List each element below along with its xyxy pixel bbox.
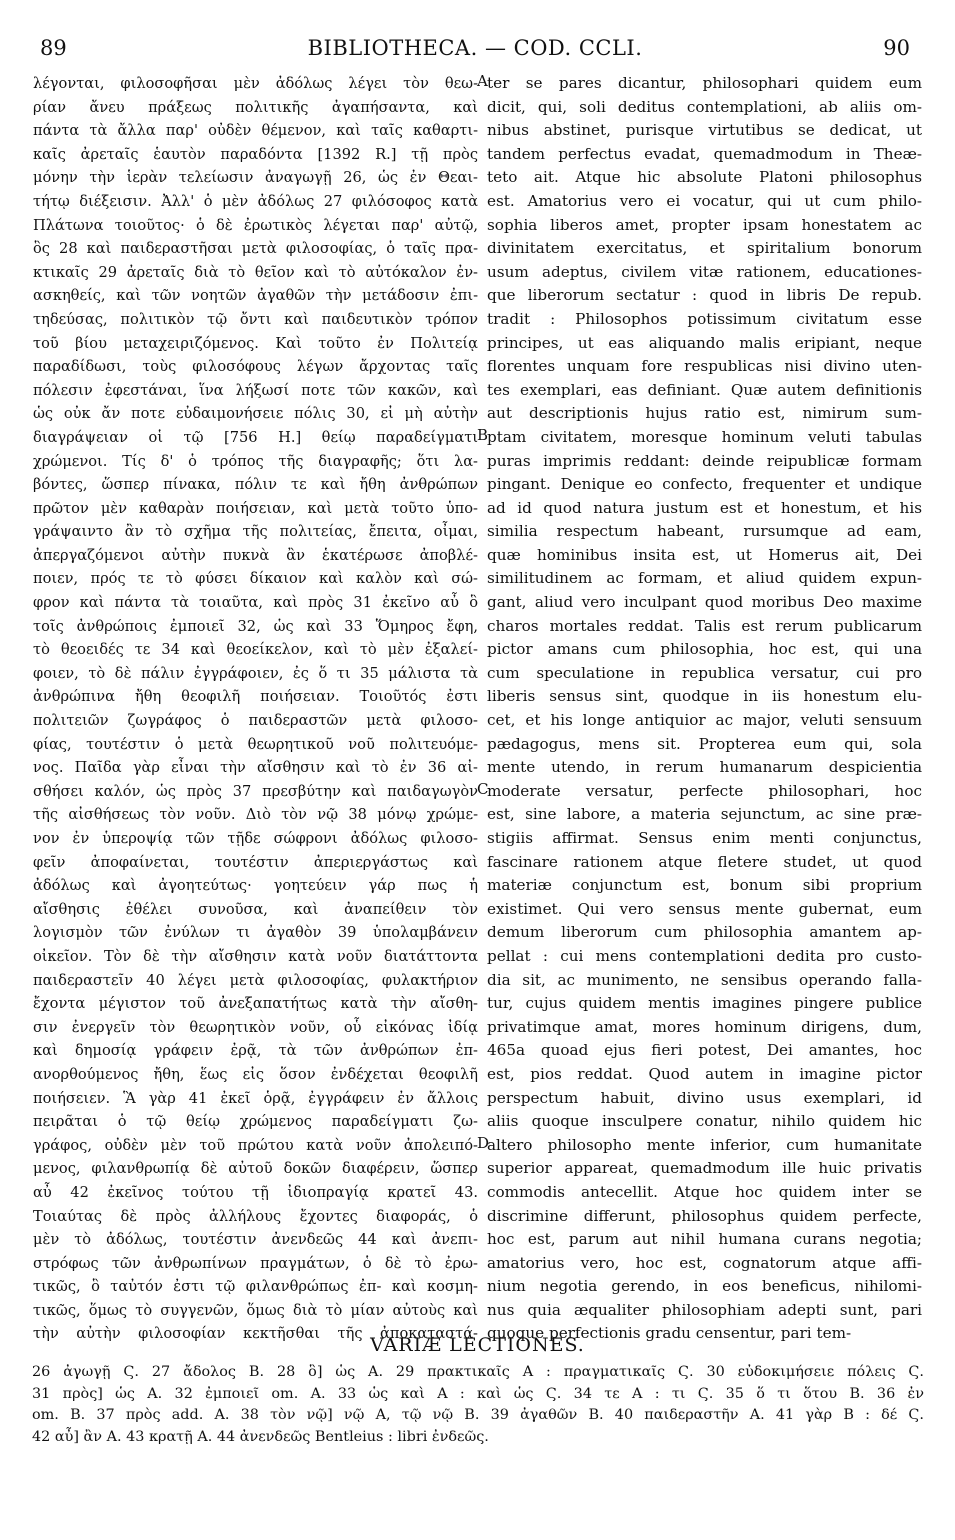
variant-reading-line: 42 αὖ] ἂν A. 43 κρατῇ A. 44 ἀνενδεῶς Bentleius : libri ἐνδεῶς. xyxy=(32,1428,489,1445)
latin-text-line: cum speculatione in republica versatur, cui pro xyxy=(487,663,922,682)
latin-text-line: usum adeptus, civilem vitæ rationem, educationes- xyxy=(487,262,922,281)
greek-text-line: ασκηθείς, καὶ τῶν νοητῶν ἀγαθῶν τὴν μετάδοσιν ἐπι- xyxy=(33,287,478,305)
greek-text-line: φεῖν ἀποφαίνεται, τουτέστιν ἀπεριεργάστως καὶ xyxy=(33,853,478,871)
margin-marker-b: B xyxy=(477,426,489,444)
latin-text-line: pellat : cui mens contemplationi dedita pro custo- xyxy=(487,946,922,965)
latin-text-line: amatorius vero, hoc est, cognatorum atque affi- xyxy=(487,1253,922,1272)
greek-text-line: τήτῳ διέξεισιν. Ἀλλ' ὁ μὲν ἀδόλως 27 φιλόσοφος κατὰ xyxy=(33,192,478,210)
latin-text-line: sophia liberos amet, propter ipsam honestatem ac xyxy=(487,215,922,234)
latin-text-line: florentes unquam fore respublicas nisi divino uten- xyxy=(487,357,922,376)
latin-text-line: altero philosopho mente inferior, cum humanitate xyxy=(487,1135,922,1154)
greek-text-line: τὸ θεοειδές τε 34 καὶ θεοείκελον, καὶ τὸ μὲν ἐξαλεί- xyxy=(33,641,478,659)
greek-text-line: βόντες, ὥσπερ πίνακα, πόλιν τε καὶ ἤθη ἀνθρώπων xyxy=(33,476,478,494)
greek-column xyxy=(33,72,478,1346)
greek-text-line: τῆς αἰσθήσεως τὸν νοῦν. Διὸ τὸν νῷ 38 μόνῳ χρώμε- xyxy=(33,806,478,824)
greek-text-line: πόλεσιν ἐφεστάναι, ἵνα λήξωσί ποτε τῶν κακῶν, καὶ xyxy=(33,381,478,399)
greek-text-line: ανορθούμενος ἤθη, ἕως εἰς ὅσον ἐνδέχεται θεοφιλῆ xyxy=(33,1065,478,1083)
latin-text-line: aut descriptionis hujus ratio est, nimirum sum- xyxy=(487,404,922,423)
variae-lectiones xyxy=(32,1362,924,1448)
greek-text-line: πολιτειῶν ζωγράφος ὁ παιδεραστῶν μετὰ φιλοσο- xyxy=(33,712,478,730)
latin-text-line: gant, aliud vero inculpant quod moribus Deo maxime xyxy=(487,593,922,612)
greek-text-line: αὖ 42 ἐκεῖνος τούτου τῇ ἰδιοπραγίᾳ κρατεῖ 43. xyxy=(33,1183,478,1201)
latin-text-line: moderate versatur, perfecte philosophari, hoc xyxy=(487,781,922,800)
latin-column xyxy=(487,72,922,1346)
greek-text-line: τοῦ βίου μεταχειριζόμενος. Καὶ τοῦτο ἐν Πολιτείᾳ xyxy=(33,334,478,352)
greek-text-line: ἀδόλως καὶ ἀγοητεύτως· γοητεύειν γάρ πως ἡ xyxy=(33,877,478,895)
greek-text-line: σιν ἐνεργεῖν τὸν θεωρητικὸν νοῦν, οὗ εἰκόνας ἰδίᾳ xyxy=(33,1018,478,1036)
latin-text-line: superior appareat, quemadmodum ille huic privatis xyxy=(487,1159,922,1178)
latin-text-line: 465a quoad ejus fieri potest, Dei amantes, hoc xyxy=(487,1041,922,1060)
greek-text-line: κτικαῖς 29 ἀρεταῖς διὰ τὸ θεῖον καὶ τὸ αὐτόκαλον ἐν- xyxy=(33,263,478,281)
greek-text-line: λέγονται, φιλοσοφῆσαι μὲν ἀδόλως λέγει τὸν θεω- xyxy=(33,75,478,92)
page-header xyxy=(40,36,910,66)
latin-text-line: pictor amans cum philosophia, hoc est, qui una xyxy=(487,640,922,659)
latin-text-line: que liberorum sectatur : quod in libris De repub. xyxy=(487,286,922,305)
greek-text-line: σθήσει καλόν, ὡς πρὸς 37 πρεσβύτην καὶ παιδαγωγὸν xyxy=(33,782,478,800)
latin-text-line: est, sine labore, a materia sejunctum, ac sine præ- xyxy=(487,805,922,824)
variant-reading-line: 26 ἀγωγῇ Ϛ. 27 ἄδολος B. 28 ὃ] ὡς A. 29 πρακτικαῖς A : πραγματικαῖς Ϛ. 30 εὐδοκιμήσειε πόλεις Ϛ. xyxy=(32,1364,924,1380)
greek-text-line: νον ἐν ὑπεροψίᾳ τῶν τῇδε σώφρονι ἀδόλως φιλοσο- xyxy=(33,830,478,847)
greek-text-line: οἰκεῖον. Τὸν δὲ τὴν αἴσθησιν κατὰ νοῦν διατάττοντα xyxy=(33,947,478,965)
greek-text-line: παιδεραστεῖν 40 λέγει μετὰ φιλοσοφίας, φυλακτήριον xyxy=(33,971,478,989)
latin-text-line: est. Amatorius vero ei vocatur, qui ut cum philo- xyxy=(487,191,922,210)
greek-text-line: χρώμενοι. Τίς δ' ὁ τρόπος τῆς διαγραφῆς; ὅτι λα- xyxy=(33,452,478,470)
latin-text-line: discrimine differunt, philosophus quidem perfecte, xyxy=(487,1206,922,1225)
running-title: BIBLIOTHECA. — COD. CCLI. xyxy=(307,36,643,60)
greek-text-line: ἀπεργαζόμενοι αὐτὴν πυκνὰ ἂν ἑκατέρωσε ἀποβλέ- xyxy=(33,546,478,564)
latin-text-line: mente utendo, in rerum humanarum despicientia xyxy=(487,758,922,777)
latin-text-line: privatimque amat, mores hominum dirigens, dum, xyxy=(487,1017,922,1036)
latin-text-line: perspectum habuit, divino usus exemplari, id xyxy=(487,1088,922,1107)
variant-reading-line: 31 πρὸς] ὡς A. 32 ἐμποιεῖ om. A. 33 ὡς καὶ A : καὶ ὡς Ϛ. 34 τε A : τι Ϛ. 35 ὅ τι ὅτου B. 36 ἐν xyxy=(32,1385,924,1402)
latin-text-line: cet, et his longe antiquior ac major, veluti sensuum xyxy=(487,711,922,730)
latin-text-line: nium negotia gerendo, in eos beneficus, nihilomi- xyxy=(487,1277,922,1296)
greek-text-line: πειρᾶται ὁ τῷ θείῳ χρώμενος παραδείγματι ζω- xyxy=(33,1113,478,1131)
greek-text-line: γράψαιντο ἂν τὸ σχῆμα τῆς πολιτείας, ἔπειτα, οἶμαι, xyxy=(33,523,478,541)
greek-text-line: ἔχοντα μέγιστον τοῦ ἀνεξαπατήτως κατὰ τὴν αἴσθη- xyxy=(33,995,478,1013)
greek-text-line: τικῶς, ὃ ταὐτόν ἐστι τῷ φιλανθρώπως ἐπ- καὶ κοσμη- xyxy=(33,1278,478,1296)
greek-text-line: Πλάτωνα τοιοῦτος· ὁ δὲ ἐρωτικὸς λέγεται παρ' αὐτῷ, xyxy=(33,216,478,234)
latin-text-line: est, pios reddat. Quod autem in imagine pictor xyxy=(487,1064,922,1083)
greek-text-line: τηδεύσας, πολιτικὸν τῷ ὄντι καὶ παιδευτικὸν τρόπον xyxy=(33,310,478,328)
latin-text-line: quæ hominibus insita est, ut Homerus ait, Dei xyxy=(487,545,922,564)
latin-text-line: ptam civitatem, moresque hominum veluti tabulas xyxy=(487,427,922,446)
latin-text-line: pædagogus, mens sit. Propterea eum qui, sola xyxy=(487,734,922,753)
greek-text-line: μενος, φιλανθρωπίᾳ δὲ αὐτοῦ δοκῶν διαφέρειν, ὥσπερ xyxy=(33,1160,478,1178)
variant-reading-line: om. B. 37 πρὸς add. A. 38 τὸν νῷ] νῷ A, τῷ νῷ B. 39 ἀγαθῶν B. 40 παιδεραστῆν A. 41 γὰρ B : δέ Ϛ. xyxy=(32,1407,924,1423)
greek-text-line: πάντα τὰ ἄλλα παρ' οὐδὲν θέμενον, καὶ ταῖς καθαρτι- xyxy=(33,122,478,140)
latin-text-line: puras imprimis reddant: deinde reipublicæ formam xyxy=(487,451,922,470)
greek-text-line: πρῶτον μὲν καθαρὰν ποιήσειαν, καὶ μετὰ τοῦτο ὑπο- xyxy=(33,499,478,517)
latin-text-line: fascinare rationem atque fletere studet, ut quod xyxy=(487,852,922,871)
latin-text-line: pingant. Denique eo confecto, frequenter et undique xyxy=(487,475,922,494)
latin-text-line: teto ait. Atque hic absolute Platoni philosophus xyxy=(487,168,922,187)
latin-text-line: principes, ut eas aliquando malis eripiant, neque xyxy=(487,333,922,352)
greek-text-line: καῖς ἀρεταῖς ἑαυτὸν παραδόντα [1392 R.] τῇ πρὸς xyxy=(33,145,478,163)
greek-text-line: ὡς οὐκ ἄν ποτε εὐδαιμονήσειε πόλις 30, εἰ μὴ αὐτὴν xyxy=(33,405,478,423)
greek-text-line: καὶ δημοσίᾳ γράφειν ἐρᾷ, τὰ τῶν ἀνθρώπων ἐπ- xyxy=(33,1042,478,1060)
latin-text-line: nibus abstinet, purisque virtutibus se dedicat, ut xyxy=(487,121,922,140)
greek-text-line: φοιεν, τὸ δὲ πάλιν ἐγγράφοιεν, ἐς ὅ τι 35 μάλιστα τὰ xyxy=(33,664,478,682)
margin-marker-a: A xyxy=(477,72,488,90)
greek-text-line: ὃς 28 καὶ παιδεραστῆσαι μετὰ φιλοσοφίας, ὁ ταῖς πρα- xyxy=(33,240,478,258)
latin-text-line: divinitatem exercitatus, et spiritalium bonorum xyxy=(487,239,922,258)
latin-text-line: aliis quoque insculpere conatur, nihilo quidem hic xyxy=(487,1112,922,1131)
latin-text-line: similitudinem ac formam, et aliud quidem expun- xyxy=(487,569,922,588)
greek-text-line: μόνην τὴν ἱερὰν τελείωσιν ἀναγωγῇ 26, ὡς ἐν Θεαι- xyxy=(33,169,478,187)
latin-text-line: quoque perfectionis gradu censentur, pari tem- xyxy=(487,1324,852,1343)
latin-text-line: similia respectum habeant, rursumque ad eam, xyxy=(487,522,922,541)
margin-marker-d: D xyxy=(477,1134,490,1152)
latin-text-line: hoc est, parum aut nihil humana curans negotia; xyxy=(487,1230,922,1249)
greek-text-line: διαγράψειαν οἱ τῷ [756 H.] θείῳ παραδείγματι xyxy=(33,428,478,446)
greek-text-line: αἴσθησις ἐθέλει συνοῦσα, καὶ ἀναπείθειν τὸν xyxy=(33,900,478,918)
latin-text-line: tandem perfectus evadat, quemadmodum in Theæ- xyxy=(487,144,922,163)
latin-text-line: existimet. Qui vero sensus mente gubernat, eum xyxy=(487,899,922,918)
greek-text-line: φίας, τουτέστιν ὁ μετὰ θεωρητικοῦ νοῦ πολιτευόμε- xyxy=(33,735,478,753)
page-number-left: 89 xyxy=(40,36,67,60)
page-number-right: 90 xyxy=(883,36,910,60)
margin-marker-c: C xyxy=(477,780,489,798)
latin-text-line: dia sit, ac munimento, ne sensibus operando falla- xyxy=(487,970,922,989)
greek-text-line: στρόφως τῶν ἀνθρωπίνων πραγμάτων, ὁ δὲ τὸ ἐρω- xyxy=(33,1254,478,1272)
latin-text-line: stigiis affirmat. Sensus enim menti conjunctus, xyxy=(487,829,922,847)
latin-text-line: tes exemplari, eas definiant. Quæ autem definitionis xyxy=(487,380,922,399)
greek-text-line: τοῖς ἀνθρώποις ἐμποιεῖ 32, ὡς καὶ 33 Ὅμηρος ἔφη, xyxy=(33,617,478,635)
latin-text-line: nus quia æqualiter philosophiam adepti sunt, pari xyxy=(487,1300,922,1319)
latin-text-line: demum liberorum cum philosophia amantem ap- xyxy=(487,923,922,942)
latin-text-line: ter se pares dicantur, philosophari quidem eum xyxy=(487,74,922,92)
latin-text-line: charos mortales reddat. Talis est rerum publicarum xyxy=(487,616,922,635)
greek-text-line: Τοιαύτας δὲ πρὸς ἀλλήλους ἔχοντες διαφοράς, ὁ xyxy=(33,1207,478,1225)
greek-text-line: ποιεν, πρός τε τὸ φύσει δίκαιον καὶ καλὸν καὶ σώ- xyxy=(33,570,478,588)
greek-text-line: νος. Παῖδα γὰρ εἶναι τὴν αἴσθησιν καὶ τὸ ἐν 36 αἰ- xyxy=(33,759,478,777)
greek-text-line: ποιήσειεν. Ἃ γὰρ 41 ἐκεῖ ὁρᾷ, ἐγγράφειν ἐν ἄλλοις xyxy=(33,1089,478,1107)
greek-text-line: φρον καὶ πάντα τὰ τοιαῦτα, καὶ πρὸς 31 ἐκεῖνο αὖ ὃ xyxy=(33,594,478,612)
greek-text-line: παραδίδωσι, τοὺς φιλοσόφους λέγων ἄρχοντας ταῖς xyxy=(33,358,478,376)
greek-text-line: τὴν αὐτὴν φιλοσοφίαν κεκτῆσθαι τῆς ἀποκαταστά- xyxy=(33,1325,478,1343)
variae-lectiones-title: VARIÆ LECTIONES. xyxy=(370,1334,585,1356)
greek-text-line: ρίαν ἄνευ πράξεως πολιτικῆς ἀγαπήσαντα, καὶ xyxy=(33,98,478,116)
latin-text-line: ad id quod natura justum est et honestum, et his xyxy=(487,498,922,517)
latin-text-line: materiæ conjunctum est, bonum sibi proprium xyxy=(487,876,922,895)
greek-text-line: μὲν τὸ ἀδόλως, τουτέστιν ἀνενδεῶς 44 καὶ ἀνεπι- xyxy=(33,1231,478,1249)
latin-text-line: liberis sensus sint, quodque in iis honestum elu- xyxy=(487,687,922,706)
latin-text-line: tradit : Philosophos potissimum civitatum esse xyxy=(487,309,922,328)
greek-text-line: τικῶς, ὅμως τὸ συγγενῶν, ὅμως διὰ τὸ μίαν αὐτοὺς καὶ xyxy=(33,1301,478,1319)
greek-text-line: γράφος, οὐδὲν μὲν τοῦ πρώτου κατὰ νοῦν ἀπολειπό- xyxy=(33,1136,478,1154)
latin-text-line: tur, cujus quidem mentis imagines pingere publice xyxy=(487,994,922,1013)
greek-text-line: ἀνθρώπινα ἤθη θεοφιλῆ ποιήσειαν. Τοιοῦτός ἐστι xyxy=(33,688,478,706)
latin-text-line: commodis antecellit. Atque hoc quidem inter se xyxy=(487,1182,922,1201)
latin-text-line: dicit, qui, soli deditus contemplationi, ab aliis om- xyxy=(487,97,922,116)
greek-text-line: λογισμὸν τῶν ἐνύλων τι ἀγαθὸν 39 ὑπολαμβάνειν xyxy=(33,924,478,942)
